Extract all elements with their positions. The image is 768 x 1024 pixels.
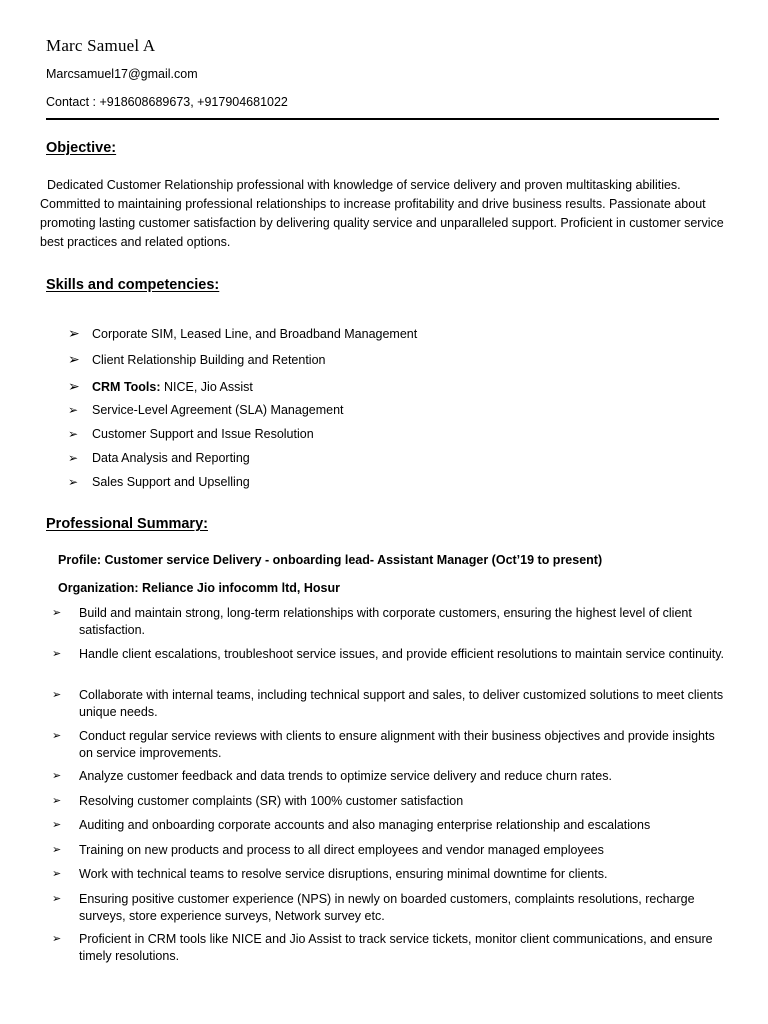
contact-text: Contact : +918608689673, +917904681022 bbox=[46, 95, 288, 109]
skill-label: CRM Tools: bbox=[92, 380, 161, 394]
skill-text: Data Analysis and Reporting bbox=[92, 451, 250, 465]
organization-line: Organization: Reliance Jio infocomm ltd, Hosur bbox=[58, 581, 340, 595]
arrowhead-bullet-icon: ➢ bbox=[52, 844, 62, 856]
arrowhead-bullet-icon: ➢ bbox=[52, 868, 62, 880]
summary-bullet bbox=[52, 842, 732, 859]
profile-line: Profile: Customer service Delivery - onboarding lead- Assistant Manager (Oct’19 to present) bbox=[58, 553, 603, 567]
summary-bullet bbox=[52, 646, 732, 663]
summary-bullet-text: Build and maintain strong, long-term relationships with corporate customers, ensuring the highest level of client satisfaction. bbox=[79, 606, 692, 637]
summary-bullet bbox=[52, 891, 732, 925]
summary-bullet bbox=[52, 605, 732, 639]
header-divider bbox=[46, 118, 719, 120]
skill-text: Sales Support and Upselling bbox=[92, 475, 250, 489]
arrowhead-bullet-icon: ➢ bbox=[52, 795, 62, 807]
arrowhead-bullet-icon: ➢ bbox=[68, 325, 80, 341]
skill-item bbox=[68, 378, 253, 395]
summary-bullet-text: Analyze customer feedback and data trends to optimize service delivery and reduce churn rates. bbox=[79, 769, 612, 783]
summary-bullet bbox=[52, 931, 732, 965]
arrowhead-bullet-icon: ➢ bbox=[52, 933, 62, 945]
summary-bullet-text: Work with technical teams to resolve service disruptions, ensuring minimal downtime for clients. bbox=[79, 867, 608, 881]
summary-bullet bbox=[52, 866, 732, 883]
summary-bullet-text: Training on new products and process to all direct employees and vendor managed employees bbox=[79, 843, 604, 857]
summary-bullet-text: Handle client escalations, troubleshoot service issues, and provide efficient resolutions to maintain service continuity. bbox=[79, 647, 725, 661]
summary-bullet bbox=[52, 687, 732, 721]
skill-item bbox=[68, 451, 250, 465]
summary-bullet-text: Auditing and onboarding corporate accounts and also managing enterprise relationship and escalations bbox=[79, 818, 651, 832]
skill-item bbox=[68, 427, 314, 441]
summary-bullet-text: Ensuring positive customer experience (NPS) in newly on boarded customers, complaints resolutions, recharge surveys, store experience surveys, Network survey etc. bbox=[79, 892, 695, 923]
skill-item bbox=[68, 403, 344, 417]
skill-text: Service-Level Agreement (SLA) Management bbox=[92, 403, 344, 417]
skill-item bbox=[68, 475, 250, 489]
arrowhead-bullet-icon: ➢ bbox=[52, 770, 62, 782]
summary-bullet-text: Resolving customer complaints (SR) with 100% customer satisfaction bbox=[79, 794, 464, 808]
skill-text: Client Relationship Building and Retention bbox=[92, 353, 326, 367]
arrowhead-bullet-icon: ➢ bbox=[68, 427, 79, 441]
arrowhead-bullet-icon: ➢ bbox=[52, 648, 62, 660]
skills-heading: Skills and competencies: bbox=[46, 277, 220, 293]
objective-paragraph: Dedicated Customer Relationship professional with knowledge of service delivery and proven multitasking abilities. Committed to maintaining professional relationships to increase profitability and drive business results. Passionate about promoting lasting customer satisfaction by delivering quality service and unparalleled support. Proficient in customer service best practices and related options. bbox=[40, 178, 724, 249]
skill-text: NICE, Jio Assist bbox=[160, 380, 253, 394]
summary-bullet bbox=[52, 768, 732, 785]
summary-bullet bbox=[52, 728, 732, 762]
skill-item bbox=[68, 325, 417, 342]
arrowhead-bullet-icon: ➢ bbox=[52, 730, 62, 742]
objective-heading: Objective: bbox=[46, 140, 117, 156]
arrowhead-bullet-icon: ➢ bbox=[52, 607, 62, 619]
skill-item bbox=[68, 351, 325, 368]
arrowhead-bullet-icon: ➢ bbox=[68, 403, 79, 417]
arrowhead-bullet-icon: ➢ bbox=[68, 378, 80, 394]
skill-text: Customer Support and Issue Resolution bbox=[92, 427, 314, 441]
summary-bullet bbox=[52, 817, 732, 834]
summary-bullet-text: Conduct regular service reviews with clients to ensure alignment with their business objectives and provide insights on service improvements. bbox=[79, 729, 715, 760]
arrowhead-bullet-icon: ➢ bbox=[52, 689, 62, 701]
arrowhead-bullet-icon: ➢ bbox=[68, 351, 80, 367]
arrowhead-bullet-icon: ➢ bbox=[68, 475, 79, 489]
summary-bullet-text: Proficient in CRM tools like NICE and Jio Assist to track service tickets, monitor client communications, and ensure timely resolutions. bbox=[79, 932, 713, 963]
summary-bullet-text: Collaborate with internal teams, including technical support and sales, to deliver customized solutions to meet clients unique needs. bbox=[79, 688, 724, 719]
summary-bullet bbox=[52, 793, 732, 810]
summary-heading: Professional Summary: bbox=[46, 516, 208, 532]
arrowhead-bullet-icon: ➢ bbox=[52, 893, 62, 905]
arrowhead-bullet-icon: ➢ bbox=[52, 819, 62, 831]
candidate-name: Marc Samuel A bbox=[46, 36, 156, 55]
email-text: Marcsamuel17@gmail.com bbox=[46, 67, 198, 81]
arrowhead-bullet-icon: ➢ bbox=[68, 451, 79, 465]
skill-text: Corporate SIM, Leased Line, and Broadband Management bbox=[92, 327, 418, 341]
